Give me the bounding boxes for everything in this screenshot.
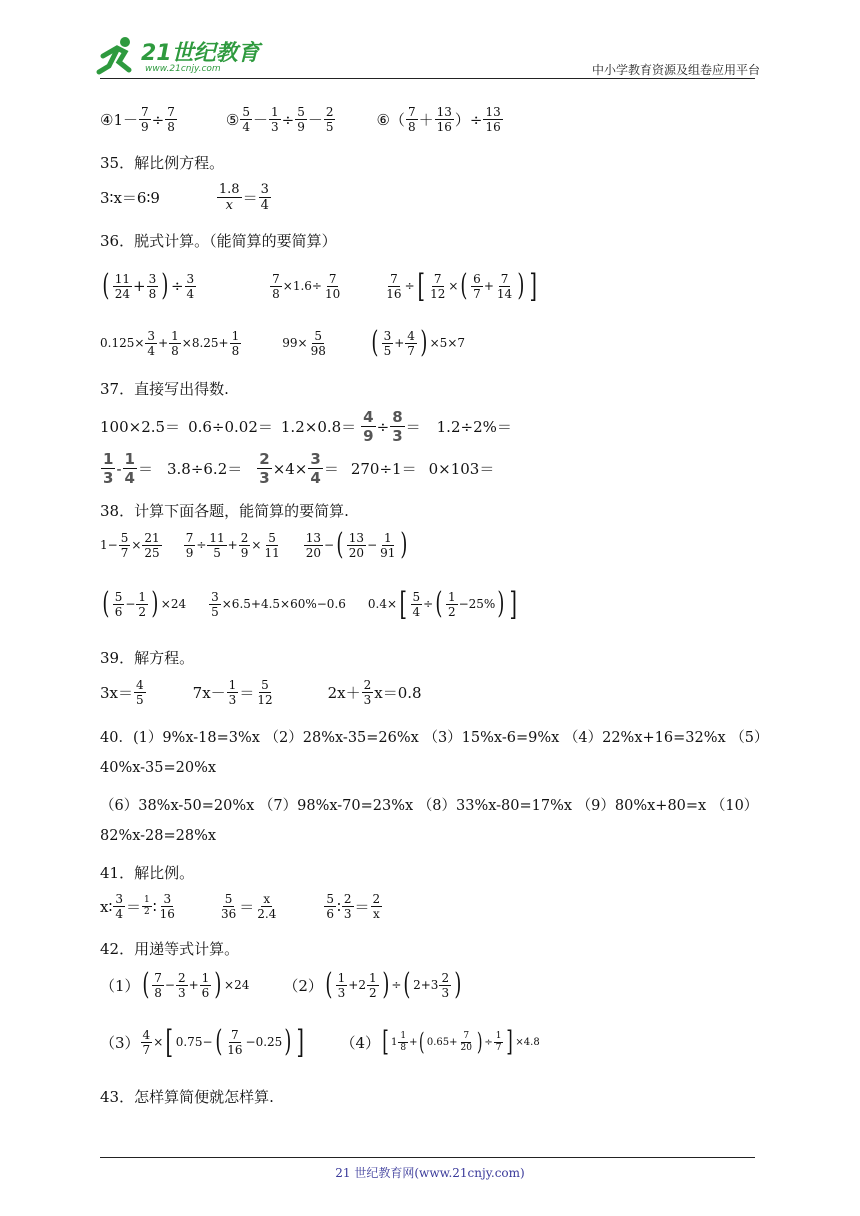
q41-eq3: 5 6 ∶ 2 3 ＝ 2 x xyxy=(326,892,381,921)
q36-e1: ( 11 24 + 3 8 ) ÷ 3 4 xyxy=(102,268,195,303)
q38-e5: 3 5 ×6.5+4.5×60%−0.6 xyxy=(211,589,346,619)
q38-e4: ( 5 6 − 1 2 ) ×24 xyxy=(102,586,187,621)
q39-eq3: 2x＋ 2 3 x＝0.8 xyxy=(327,678,422,707)
logo-text: 21世纪教育 xyxy=(141,41,260,66)
q41-eq1: x∶ 3 4 ＝ 1 2 ∶ 3 16 xyxy=(100,892,175,921)
q42-row2 xyxy=(100,1023,540,1061)
q39-title: 39．解方程。 xyxy=(100,649,195,667)
q37-item: 1.2÷2%＝ xyxy=(436,418,512,436)
q38-e6: 0.4× [ 5 4 ÷ ( 1 2 −25% ) ] xyxy=(367,585,518,623)
q42-row1 xyxy=(100,967,464,1002)
header-rule xyxy=(100,78,755,79)
q38-title: 38．计算下面各题，能简算的要简算. xyxy=(100,502,349,520)
q41-row xyxy=(100,892,383,921)
q37-item: 3.8÷6.2＝ xyxy=(166,460,243,478)
q42-p1: （1） xyxy=(100,976,140,995)
q36-e3: 7 16 ÷ [ 7 12 × ( 6 7 + 7 14 ) ] xyxy=(386,267,537,305)
q37-item: 1.2×0.8＝ xyxy=(280,418,357,436)
q40-line4: 82%x-28=28%x xyxy=(100,828,217,844)
q41-eq2: 5 36 ＝ x 2.4 xyxy=(220,892,277,921)
q40-line1: 40．(1）9%x-18=3%x （2）28%x-35=26%x （3）15%x-6=9%x （4）22%x+16=32%x （5） xyxy=(100,730,769,746)
footer-rule xyxy=(100,1157,755,1158)
q42-e4: [ 1 1 8 + ( 0.65+ 7 20 ) ÷ 1 7 ] ×4.8 xyxy=(382,1025,540,1058)
q38-e1: 1− 5 7 × 21 25 xyxy=(100,530,160,560)
q39-eq1: 3x＝ 4 5 xyxy=(100,678,144,707)
q37-row1 xyxy=(100,408,512,445)
q42-e1: ( 7 8 − 2 3 + 1 6 ) ×24 xyxy=(141,967,250,1002)
q34-e4: ④1－ 7 9 ÷ 7 8 xyxy=(100,105,175,134)
q36-e6: ( 3 5 + 4 7 ) ×5×7 xyxy=(371,325,466,360)
q37-item: 0×103＝ xyxy=(428,460,495,478)
q36-e4: 0.125× 3 4 + 1 8 ×8.25+ 1 8 xyxy=(100,328,240,358)
q42-p3: （3） xyxy=(100,1033,140,1052)
q37-item: 0.6÷0.02＝ xyxy=(188,418,273,436)
q42-e3: 4 7 × [ 0.75− ( 7 16 −0.25 ) ] xyxy=(142,1023,305,1061)
q42-p4: （4） xyxy=(340,1033,381,1052)
q38-e2: 7 9 ÷ 11 5 + 2 9 × 5 11 xyxy=(185,530,280,560)
q35-title: 35．解比例方程。 xyxy=(100,154,225,172)
q42-e2: ( 1 3 +2 1 2 ) ÷ ( 2+3 2 3 ) xyxy=(325,967,462,1002)
q34-row xyxy=(100,105,504,134)
q39-row xyxy=(100,678,422,707)
q37-row2 xyxy=(100,450,494,487)
q41-title: 41．解比例。 xyxy=(100,864,195,882)
header-right-text: 中小学教育资源及组卷应用平台 xyxy=(591,63,760,77)
q38-row2 xyxy=(100,585,520,623)
q36-e5: 99× 5 98 xyxy=(282,328,326,358)
q36-row2 xyxy=(100,325,466,360)
q43-title: 43．怎样算简便就怎样算. xyxy=(100,1088,274,1106)
q37-frac-item: 2 3 ×4× 3 4 ＝ xyxy=(259,450,339,487)
header xyxy=(95,30,760,80)
q38-e3: 13 20 − ( 13 20 − 1 91 ) xyxy=(305,527,408,562)
logo-runner-icon xyxy=(95,36,137,76)
q35-eq2: 1.8 x ＝ 3 4 xyxy=(218,182,269,213)
q40-line2: 40%x-35=20%x xyxy=(100,760,217,776)
q36-e2: 7 8 ×1.6÷ 7 10 xyxy=(272,271,341,301)
q42-title: 42．用递等式计算。 xyxy=(100,940,240,958)
q40-line3: （6）38%x-50=20%x （7）98%x-70=23%x （8）33%x-80=17%x （9）80%x+80=x （10） xyxy=(100,798,759,814)
q39-eq2: 7x－ 1 3 ＝ 5 12 xyxy=(192,678,273,707)
q37-frac-item: 4 9 ÷ 8 3 ＝ xyxy=(363,408,421,445)
logo-url: www.21cnjy.com xyxy=(145,64,221,74)
q34-e6: ⑥（ 7 8 ＋ 13 16 ）÷ $\frac{13}{16}$ xyxy=(376,105,501,134)
q42-p2: （2） xyxy=(283,976,323,995)
q38-row1 xyxy=(100,527,410,562)
q37-item: 100×2.5＝ xyxy=(100,418,181,436)
q34-e5: ⑤ 5 4 － 1 3 ÷ 5 9 － 2 5 xyxy=(225,105,334,134)
q37-title: 37．直接写出得数. xyxy=(100,380,229,398)
q35-row xyxy=(100,182,272,213)
footer-text: 21 世纪教育网(www.21cnjy.com) xyxy=(335,1166,525,1180)
q37-item: 270÷1＝ xyxy=(350,460,417,478)
q36-row1 xyxy=(100,267,539,305)
q36-title: 36．脱式计算。（能简算的要简算） xyxy=(100,232,337,250)
q35-eq1: 3∶x＝6∶9 xyxy=(100,189,160,207)
q37-frac-item: 1 3 - 1 4 ＝ xyxy=(103,450,153,487)
